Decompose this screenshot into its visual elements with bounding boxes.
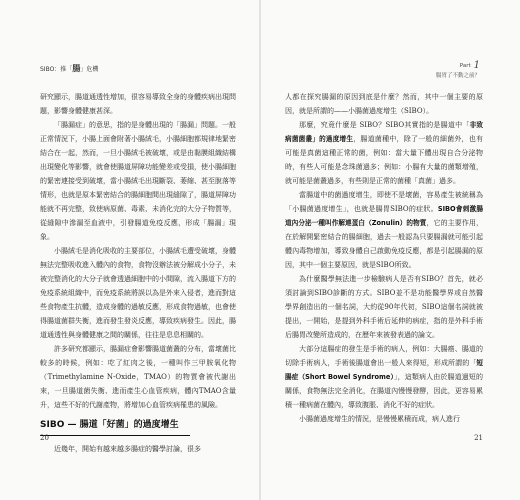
paragraph-text: 當腸道中的菌過度增生，即使不是壞菌，容易產生被統稱為「小腸菌過度增生」，也就是腸胃SIBO的症狀。 [285,191,483,213]
paragraph-text: ，腸道菌種中，除了一般的細菌外，也有可能是真菌這種正常的菌，例如：當大量下體出現自合分泌物時，有些人可能是念珠菌過多；例如：小腸有大量的菌類增殖，就可能是菌叢過多，有些則是正常的菌種「真菌」過多。 [285,135,484,185]
keyword-emphasis: 短腸症（Short Bowel Syndrome） [285,359,483,381]
part-subtitle: 腸胃了不動之前？ [435,73,480,79]
paragraph-text: ，它的主要作用，在於解開緊密結合的腸細胞，過去一般認為只要腸漏就可能引起體內毒物增加，導致身體自己啟動免疫反應，都是引起腸漏的原因，其中一個主要原因，就是SIBO所致。 [285,219,483,269]
section-heading-prefix: SIBO — 腸道「 [40,420,107,430]
paragraph: 「腸漏症」的意思，指的是身體出現的「腸漏」問題。一般正常情況下，小腸上面會附著小腸絨毛，小腸細胞都規律地緊密結合在一起，然而，一旦小腸絨毛被破壞，或是由黏膜組織結構出現變化等影響，就會使腸道屏障功能變差或受損，使小腸細胞的緊密連接受到破壞，當小腸絨毛出現斷裂、萎縮、甚至脫落等情形，也就是原本緊密結合的腸細胞間出現縫隙了，腸道屏障功能就不再完整，致使病原菌、毒素、未消化完的大分子物質等，從縫隙中滲漏至血液中，引發腸道免疫反應，形成「腸漏」現象。 [40,121,236,241]
paragraph-text: 那麼，究竟什麼是 SIBO？SIBO其實指的是腸道中「 [299,121,470,129]
left-body-text [40,90,236,456]
keyword-emphasis: 非致病菌菌叢」的過度增生 [285,121,483,143]
right-body-text [285,90,483,426]
running-head-suffix: 」危機 [80,66,99,73]
section-heading-suffix: 」的過度增生 [124,420,179,430]
page-number: 20 [40,434,49,442]
keyword-emphasis: SIBO會刺激腸道內分泌一種叫作解連蛋白（Zonulin）的物質 [285,205,483,227]
paragraph: 近幾年，開始有越來越多腸症的醫學討論，很多 [54,445,201,453]
running-head-strong: 腸 [72,64,81,73]
right-page [261,0,520,500]
paragraph: 研究顯示，腸道通透性增加，很容易導致全身的身體疾病出現問題，影響身體健康甚深。 [40,93,236,115]
paragraph: 小腸絨毛是消化吸收的主要部位，小腸絨毛遭受破壞，身體無法完整吸收進入體內的食物，食物沒辦法被分解成小分子，未被完整消化的大分子就會透過細胞中的小間隙，流入腸道下方的免疫系統組織中，而免疫系統將誤以為是外來入侵者，進而對這些食物產生抗體，造成身體的過敏反應，形成食物過敏，也會使得腸道菌群失衡，進而發生發炎反應，導致疾病發生。因此，腸道通透性與身體健康之間的關係，往往是息息相關的。 [40,247,236,339]
paragraph: 人都在探究腸漏的原因到底是什麼？然而，其中一個主要的原因，就是所謂的——小腸菌過度增生（SIBO）。 [285,93,483,115]
running-head-prefix: SIBO：推「 [40,66,73,73]
paragraph [285,188,483,272]
chapter-header [436,60,480,79]
paragraph-text: 」，這類病人由於腸道過短的關係，食物無法完全消化，在腸道內慢慢發酵，因此，更容易累積一種病菌在體內，導致腹脹、消化不好的症狀。 [285,373,484,409]
paragraph [285,118,483,188]
paragraph: 為什麼醫學無法進一步檢驗病人是否有SIBO？首先，就必須討論到SIBO診斷的方式。SIBO並不是功能醫學界或自然醫學界創造出的一個名詞，大約從90年代初，SIBO這個名詞就被提出，一開始，是提到外科手術后延伸的病症，指的是外科手術后腸胃改變所造成的，在歷年來被發表過的論文。 [285,275,483,339]
paragraph-text: 大部分這腸症的發生是手術的病人，例如：大腸癌、腸道的切除手術病人，手術後腸道會出一般人來得短，形成所謂的「 [285,345,483,367]
left-page [0,0,259,500]
paragraph: 許多研究都顯示，腸漏症會影響腸道菌叢的分布，當壞菌比較多的時候，例如：吃了紅肉之後，一種叫作三甲胺氧化物（Trimethylamine N-Oxide，TMAO）的物質會被代謝出來，一旦腸道菌失衡、進而產生心血管疾病，體內TMAO含量升，這些不好的代謝產物，將增加心血管疾病罹患的風險。 [40,345,236,409]
section-heading-strong: 好菌 [106,420,125,430]
running-head [40,63,98,74]
part-label: Part [459,62,471,69]
page-number: 21 [474,434,483,442]
section-heading [40,418,190,436]
paragraph: 小腸菌過度增生的情況，是慢慢累積而成，病人進行 [299,415,460,423]
part-number: 1 [473,60,480,71]
paragraph [285,342,483,412]
